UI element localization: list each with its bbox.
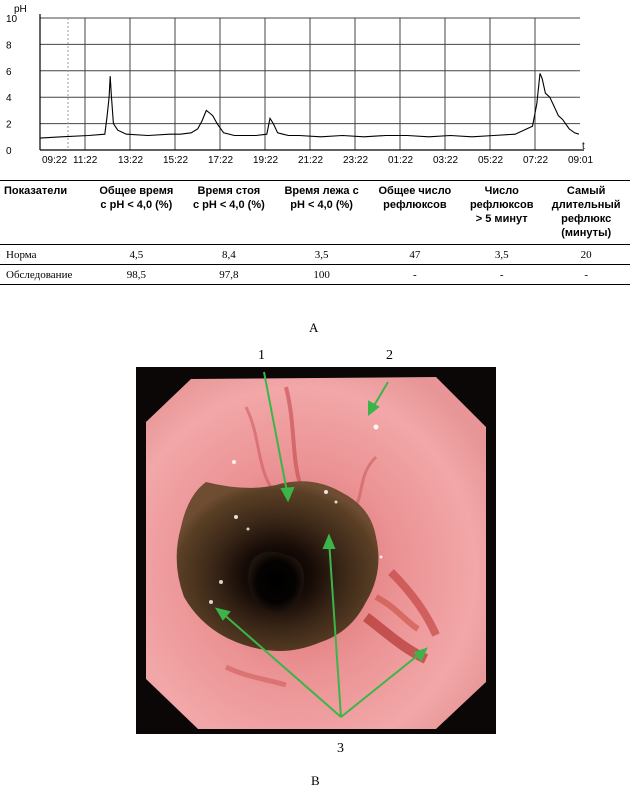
table-cell: 8,4 (183, 245, 274, 265)
y-tick-label: 6 (6, 66, 12, 78)
table-cell: 3,5 (461, 245, 542, 265)
table-cell: 47 (369, 245, 461, 265)
x-tick-label: 17:22 (208, 155, 234, 165)
header-indicators: Показатели (0, 181, 89, 245)
x-tick-label: 01:22 (388, 155, 414, 165)
label-2: 2 (386, 348, 393, 363)
y-tick-label: 4 (6, 93, 12, 105)
ph-chart (0, 0, 630, 165)
header-total-time: Общее время с pH < 4,0 (%) (89, 181, 183, 245)
table-cell: 98,5 (89, 265, 183, 285)
x-tick-label: 19:22 (253, 155, 279, 165)
table-cell: 4,5 (89, 245, 183, 265)
header-supine-time: Время лежа с pH < 4,0 (%) (274, 181, 368, 245)
y-tick-label: 2 (6, 119, 12, 131)
table-cell: - (369, 265, 461, 285)
caption-b: B (311, 773, 320, 788)
y-axis-label: pH (14, 4, 27, 15)
ph-series-line (40, 73, 579, 138)
ph-results-table (0, 180, 630, 285)
x-tick-label: 15:22 (163, 155, 189, 165)
y-tick-label: 0 (6, 146, 12, 157)
caption-a: A (309, 320, 319, 335)
x-tick-label: 13:22 (118, 155, 144, 165)
x-axis-end-label: t (582, 141, 585, 152)
table-cell: 3,5 (274, 245, 368, 265)
x-tick-label: 11:22 (73, 155, 98, 165)
table-cell: 97,8 (183, 265, 274, 285)
x-tick-label: 09:01 (568, 155, 594, 165)
y-tick-label: 10 (6, 14, 18, 25)
x-tick-label: 05:22 (478, 155, 504, 165)
header-reflux-count: Общее число рефлюксов (369, 181, 461, 245)
label-3: 3 (337, 741, 344, 756)
table-cell: 100 (274, 265, 368, 285)
x-tick-label: 21:22 (298, 155, 324, 165)
table-row (0, 265, 630, 285)
table-cell: Обследование (0, 265, 89, 285)
table-row (0, 245, 630, 265)
table-header-row (0, 181, 630, 245)
table-cell: 20 (542, 245, 630, 265)
y-tick-label: 8 (6, 40, 12, 52)
header-upright-time: Время стоя с pH < 4,0 (%) (183, 181, 274, 245)
header-longest-reflux: Самый длительный рефлюкс (минуты) (542, 181, 630, 245)
table-cell: - (542, 265, 630, 285)
table-cell: - (461, 265, 542, 285)
label-1: 1 (258, 348, 265, 363)
table-cell: Норма (0, 245, 89, 265)
endoscopy-image (136, 367, 496, 734)
x-tick-label: 03:22 (433, 155, 459, 165)
x-tick-label: 09:22 (42, 155, 68, 165)
x-tick-label: 07:22 (523, 155, 549, 165)
header-long-reflux-count: Число рефлюксов > 5 минут (461, 181, 542, 245)
x-tick-label: 23:22 (343, 155, 369, 165)
